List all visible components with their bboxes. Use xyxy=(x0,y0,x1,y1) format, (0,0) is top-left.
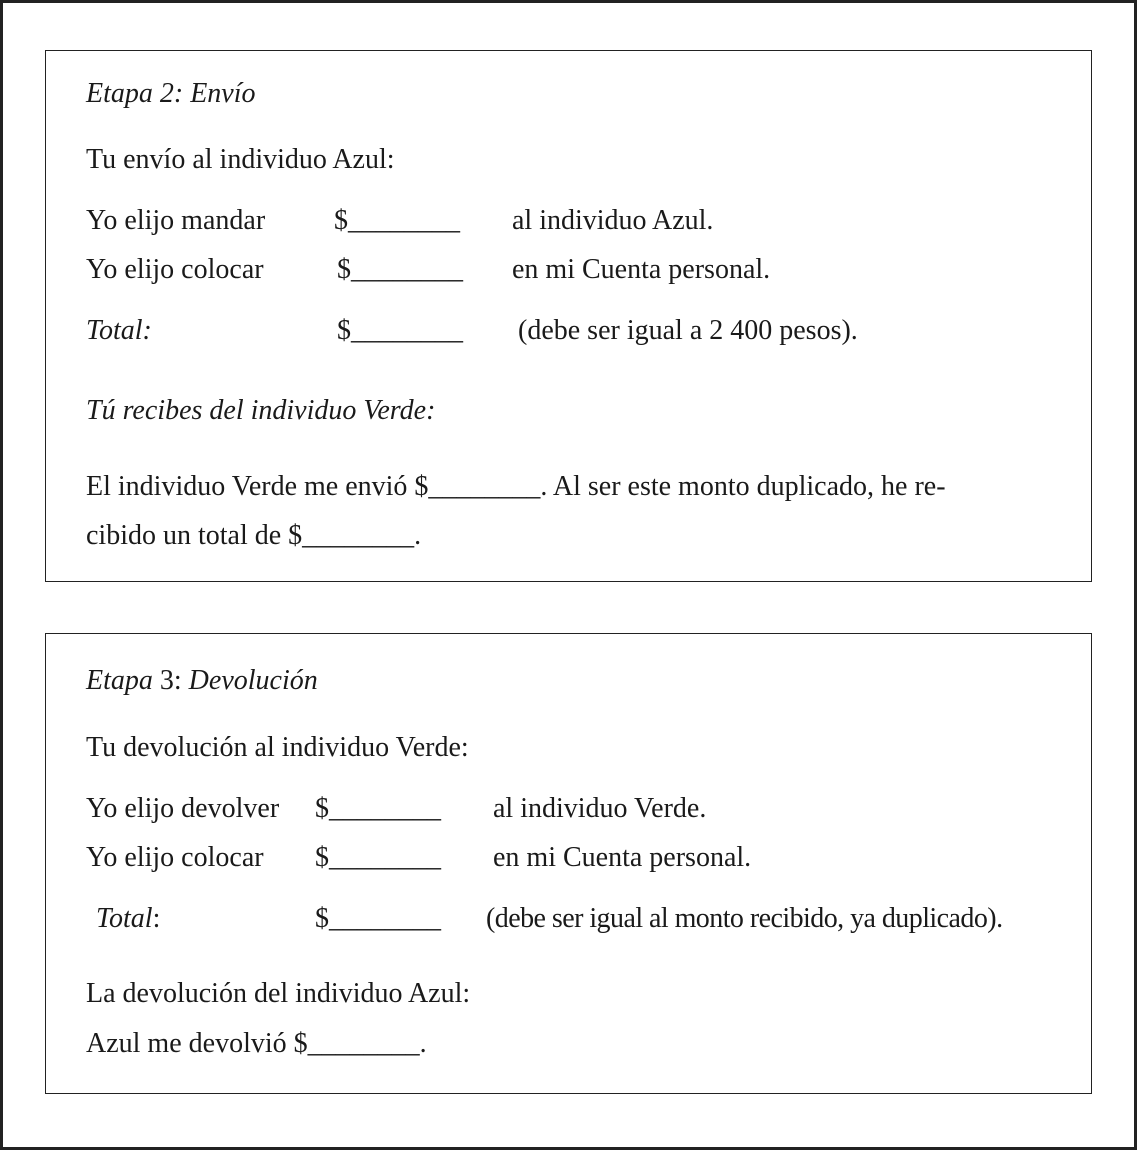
stage3-box xyxy=(45,633,1092,1094)
receive-line-1: El individuo Verde me envió $________. Al ser este monto duplicado, he re- xyxy=(86,471,946,502)
send-amount-field[interactable]: $________ xyxy=(334,205,460,236)
total-label-3-text: Total xyxy=(96,903,153,934)
azul-heading: La devolución del individuo Azul: xyxy=(86,978,471,1009)
place-amount-field[interactable]: $________ xyxy=(337,254,463,285)
send-suffix: al individuo Azul. xyxy=(512,205,714,236)
return-label: Yo elijo devolver xyxy=(86,793,280,824)
stage3-title xyxy=(86,667,318,695)
place-suffix: en mi Cuenta personal. xyxy=(512,254,771,285)
stage3-subtitle: Tu devolución al individuo Verde: xyxy=(86,732,469,763)
total-note: (debe ser igual a 2 400 pesos). xyxy=(518,315,858,346)
stage3-title-part2: Devolución xyxy=(188,665,318,696)
stage3-title-colon: : xyxy=(173,665,182,696)
send-label: Yo elijo mandar xyxy=(86,205,266,236)
stage2-title: Etapa 2: Envío xyxy=(86,78,256,109)
place-label: Yo elijo colocar xyxy=(86,254,264,285)
total-label: Total: xyxy=(86,315,152,346)
total-amount-field-3[interactable]: $________ xyxy=(315,903,441,934)
receive-heading: Tú recibes del individuo Verde: xyxy=(86,395,436,426)
stage2-box xyxy=(45,50,1092,582)
azul-line: Azul me devolvió $________. xyxy=(86,1028,427,1059)
return-suffix: al individuo Verde. xyxy=(493,793,707,824)
stage2-subtitle: Tu envío al individuo Azul: xyxy=(86,144,395,175)
total-label-3-colon: : xyxy=(152,903,161,934)
place-suffix-3: en mi Cuenta personal. xyxy=(493,842,752,873)
stage3-title-part1: Etapa xyxy=(86,665,153,696)
place-label-3: Yo elijo colocar xyxy=(86,842,264,873)
total-amount-field[interactable]: $________ xyxy=(337,315,463,346)
stage3-title-number: 3 xyxy=(159,665,174,696)
receive-line-2: cibido un total de $________. xyxy=(86,520,422,551)
total-note-3: (debe ser igual al monto recibido, ya duplicado). xyxy=(486,903,1003,934)
return-amount-field[interactable]: $________ xyxy=(315,793,441,824)
total-label-3 xyxy=(96,905,160,933)
place-amount-field-3[interactable]: $________ xyxy=(315,842,441,873)
